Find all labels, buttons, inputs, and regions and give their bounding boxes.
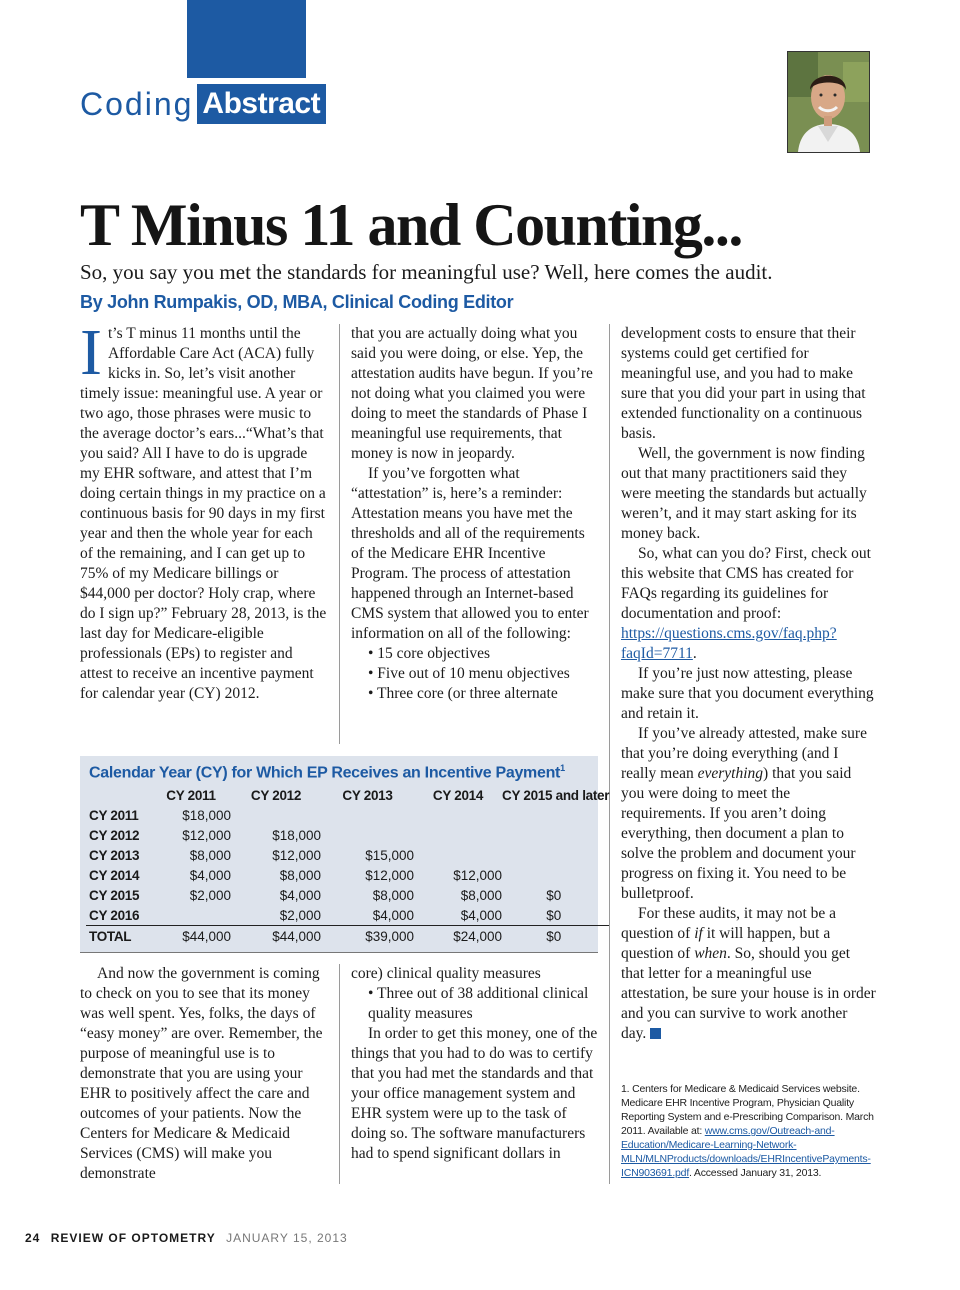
table-row [86,905,609,926]
table-cell: $4,000 [279,887,321,903]
table-row [86,805,609,825]
paragraph: So, what can you do? First, check out this website that CMS has created for FAQs regarding its guidelines for documentation and proof: https://questions.cms.gov/faq.php?faqId=7711. [621,545,871,662]
page-footer [25,1231,348,1245]
table-cell [414,805,502,825]
row-label: CY 2013 [89,847,140,863]
table-header: CY 2012 [250,787,302,803]
footnote-link[interactable]: www.cms.gov/Outreach-and-Education/Medicare-Learning-Network-MLN/MLNProducts/downloads/EHRIncentivePayments-ICN903691.pdf [621,1125,871,1179]
end-of-article-square-icon [650,1028,661,1039]
table-header: CY 2014 [432,787,484,803]
table-title: Calendar Year (CY) for Which EP Receives an Incentive Payment$^1$ [89,763,565,782]
table-cell: $2,000 [279,907,321,923]
table-cell: $15,000 [365,847,414,863]
table-cell [231,805,321,825]
table-cell [502,805,609,825]
table-cell: $0 [546,907,562,923]
table-header: CY 2013 [342,787,393,803]
issue-date: JANUARY 15, 2013 [226,1231,348,1245]
bullet-item: • 15 core objectives [368,645,491,662]
table-cell: $8,000 [460,887,502,903]
table-cell: $4,000 [189,867,231,883]
table-cell: $12,000 [272,847,321,863]
table-cell: $18,000 [272,827,321,843]
row-label: TOTAL [86,926,151,947]
column-divider [339,324,340,744]
section-heading [80,84,326,124]
footnote: 1. Centers for Medicare & Medicaid Services website. Medicare EHR Incentive Program, Physician Quality Reporting System and e-Prescribing Comparison. March 2011. Available at: www.cms.gov/Outreach-and-Education/Medicare-Learning-Network-MLN/MLNProducts/downloads/EHRIncentivePayments-ICN903691.pdf. Accessed January 31, 2013. [621,1083,874,1179]
paragraph: For these audits, it may not be a question of if it will happen, but a question of when. So, should you get that letter for a meaningful use attestation, be sure your house is in order and you can survive to work another day. [621,905,876,1042]
table-cell [502,865,609,885]
article-byline: By John Rumpakis, OD, MBA, Clinical Coding Editor [80,292,514,312]
bullet-item: • Three core (or three alternate [368,685,558,702]
table-header [86,785,151,805]
drop-cap: I [80,316,102,389]
incentive-payment-table [86,785,609,946]
paragraph: And now the government is coming to check on you to see that its money was well spent. Yes, folks, the days of “easy money” are over. Remember, the purpose of meaningful use is to demonstrate that you are using your EHR to positively affect the care and outcomes of your patients. Now the Centers for Medicare & Medicaid Services (CMS) will make you demonstrate [80,965,323,1182]
paragraph: development costs to ensure that their systems could get certified for meaningful use, and you had to make sure that you did your part in using that extended functionality on a continuous basis. [621,325,866,442]
table-bottom-rule [80,952,598,953]
table-cell: $0 [546,887,562,903]
bullet-item: • Five out of 10 menu objectives [368,665,570,682]
column-divider [339,964,340,1184]
top-accent-bar [187,0,306,78]
table-cell: $8,000 [372,887,414,903]
table-cell: $44,000 [151,926,231,947]
paragraph: In order to get this money, one of the things that you had to do was to certify that you had met the standards and that your office management system and EHR system were up to the task of doing so. The software manufacturers had to spend significant dollars in [351,1025,598,1162]
row-label: CY 2012 [89,827,140,843]
table-cell: $12,000 [365,867,414,883]
cms-faq-link[interactable]: https://questions.cms.gov/faq.php?faqId=7711 [621,625,837,662]
column-2-top [351,324,598,704]
table-cell: $39,000 [321,926,414,947]
table-cell [321,805,414,825]
table-cell: $44,000 [231,926,321,947]
table-total-row [86,926,609,947]
paragraph: that you are actually doing what you said you were doing, or else. Yep, the attestation audits have begun. If you’re not doing what you claimed you were doing to meet the standards of Phase I meaningful use requirements, that money is now in jeopardy. [351,325,593,462]
table-cell: $0 [502,926,609,947]
table-cell: $8,000 [189,847,231,863]
table-cell: $12,000 [182,827,231,843]
table-cell [414,825,502,845]
paragraph: If you’ve forgotten what “attestation” is, here’s a reminder: Attestation means you have met the thresholds and all of the requirements of the Medicare EHR Incentive Program. The process of attestation happened through an Internet-based CMS system that allowed you to enter information on all of the following: [351,465,589,642]
table-row [86,845,609,865]
table-cell: $8,000 [279,867,321,883]
table-row [86,825,609,845]
paragraph: t’s T minus 11 months until the Affordable Care Act (ACA) fully kicks in. So, let’s visit another timely issue: meaningful use. A year or two ago, those phrases were music to the average doctor’s ears...“What’s that you said? All I have to do is upgrade my EHR software, and attest that I’m doing certain things in my practice on a continuous basis for 90 days in my first year and then the whole year for each of the remaining, and I can get up to 75% of my Medicare billings or $44,000 per doctor? Holy crap, where do I sign up?” February 28, 2013, is the last day for Medicare-eligible professionals (EPs) to register and attest to receive an incentive payment for calendar year (CY) 2012. [80,325,327,702]
column-1-top [80,316,328,704]
paragraph: If you’ve already attested, make sure that you’re doing everything (and I really mean everything) that you said you were doing to meet the requirements. If you aren’t doing everything, then document a plan to solve the problem and document your progress on fixing it. You need to be bulletproof. [621,725,867,902]
table-cell: $2,000 [189,887,231,903]
column-divider [609,324,610,1184]
table-cell: $18,000 [182,807,231,823]
row-label: CY 2014 [89,867,140,883]
author-portrait-image [788,52,869,152]
row-label: CY 2011 [89,807,139,823]
bullet-item: • Three out of 38 additional clinical quality measures [368,985,589,1022]
section-word-coding: Coding [80,86,194,122]
section-word-abstract: Abstract [197,84,326,124]
table-header: CY 2011 [166,787,216,803]
article-title: T Minus 11 and Counting... [80,192,742,258]
article-subtitle: So, you say you met the standards for meaningful use? Well, here comes the audit. [80,260,773,284]
table-cell [414,845,502,865]
magazine-name: REVIEW OF OPTOMETRY [50,1231,216,1245]
table-row [86,865,609,885]
column-1-bottom [80,964,328,1184]
paragraph: Well, the government is now finding out that many practitioners said they were meeting the standards but actually weren’t, and it may start asking for its money back. [621,445,867,542]
page-number: 24 [25,1231,41,1245]
table-cell: $4,000 [460,907,502,923]
row-label: CY 2015 [89,887,140,903]
table-cell [151,905,231,926]
paragraph: core) clinical quality measures [351,965,541,982]
table-header: CY 2015 and later [502,787,610,803]
author-photo [787,51,870,153]
table-cell [321,825,414,845]
table-cell: $12,000 [453,867,502,883]
paragraph: If you’re just now attesting, please make sure that you document everything and retain it. [621,665,874,722]
column-3 [621,324,876,1044]
column-2-bottom [351,964,598,1164]
table-row [86,885,609,905]
row-label: CY 2016 [89,907,140,923]
table-cell [502,845,609,865]
table-cell: $4,000 [372,907,414,923]
table-header-row [86,785,609,805]
table-cell [502,825,609,845]
table-cell: $24,000 [414,926,502,947]
